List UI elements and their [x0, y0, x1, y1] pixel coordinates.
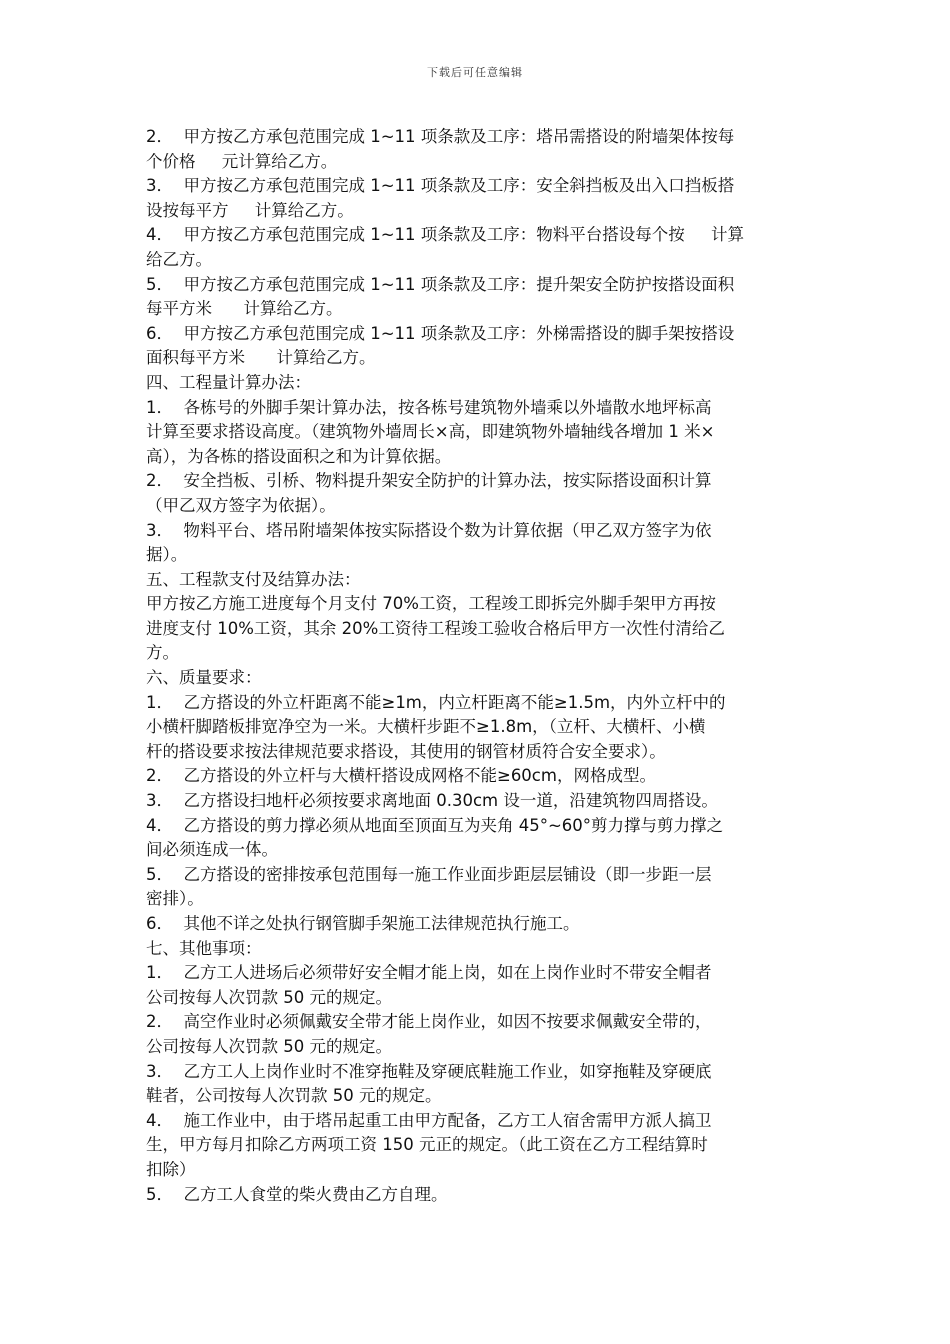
text-line: 每平方米 计算给乙方。: [146, 299, 343, 319]
text-line: 6． 甲方按乙方承包范围完成 1~11 项条款及工序：外梯需搭设的脚手架按搭设: [146, 323, 735, 343]
section-heading: 五、工程款支付及结算办法：: [146, 569, 361, 589]
text-line: 据）。: [146, 545, 188, 565]
section-heading: 六、质量要求：: [146, 668, 262, 688]
text-line: 2． 甲方按乙方承包范围完成 1~11 项条款及工序：塔吊需搭设的附墙架体按每: [146, 127, 735, 146]
document-body: [146, 125, 810, 1207]
text-line: 5． 乙方工人食堂的柴火费由乙方自理。: [146, 1184, 448, 1204]
text-line: 4． 施工作业中，由于塔吊起重工由甲方配备，乙方工人宿舍需甲方派人搞卫: [146, 1110, 712, 1130]
text-line: 设按每平方 计算给乙方。: [146, 200, 354, 220]
text-line: 2． 安全挡板、引桥、物料提升架安全防护的计算办法，按实际搭设面积计算: [146, 471, 712, 491]
text-line: 杆的搭设要求按法律规范要求搭设，其使用的钢管材质符合安全要求）。: [146, 741, 666, 761]
header-note: 下载后可任意编辑: [427, 66, 523, 79]
text-line: 高），为各栋的搭设面积之和为计算依据。: [146, 446, 452, 466]
text-line: 3． 物料平台、塔吊附墙架体按实际搭设个数为计算依据（甲乙双方签字为依: [146, 520, 712, 540]
text-line: 给乙方。: [146, 249, 212, 269]
text-line: 个价格 元计算给乙方。: [146, 151, 338, 171]
text-line: 5． 甲方按乙方承包范围完成 1~11 项条款及工序：提升架安全防护按搭设面积: [146, 274, 735, 294]
text-line: 甲方按乙方施工进度每个月支付 70%工资，工程竣工即拆完外脚手架甲方再按: [146, 594, 716, 614]
text-line: 密排）。: [146, 889, 204, 909]
text-line: 面积每平方米 计算给乙方。: [146, 348, 376, 368]
text-line: 小横杆脚踏板排宽净空为一米。大横杆步距不≥1.8m，（立杆、大横杆、小横: [146, 717, 706, 737]
section-heading: 四、工程量计算办法：: [146, 372, 311, 392]
text-line: 1． 乙方搭设的外立杆距离不能≥1m，内立杆距离不能≥1.5m，内外立杆中的: [146, 692, 726, 712]
text-line: 鞋者，公司按每人次罚款 50 元的规定。: [146, 1086, 442, 1106]
text-line: 4． 甲方按乙方承包范围完成 1~11 项条款及工序：物料平台搭设每个按 计算: [146, 225, 745, 245]
text-line: 生，甲方每月扣除乙方两项工资 150 元正的规定。（此工资在乙方工程结算时: [146, 1135, 708, 1155]
text-line: （甲乙双方签字为依据）。: [146, 495, 336, 515]
text-line: 2． 高空作业时必须佩戴安全带才能上岗作业，如因不按要求佩戴安全带的，: [146, 1012, 712, 1032]
text-line: 3． 甲方按乙方承包范围完成 1~11 项条款及工序：安全斜挡板及出入口挡板搭: [146, 176, 735, 196]
text-line: 3． 乙方工人上岗作业时不准穿拖鞋及穿硬底鞋施工作业，如穿拖鞋及穿硬底: [146, 1061, 712, 1081]
text-line: 间必须连成一体。: [146, 840, 278, 860]
text-line: 公司按每人次罚款 50 元的规定。: [146, 987, 392, 1007]
text-line: 1． 乙方工人进场后必须带好安全帽才能上岗，如在上岗作业时不带安全帽者: [146, 963, 712, 983]
text-line: 5． 乙方搭设的密排按承包范围每一施工作业面步距层层铺设（即一步距一层: [146, 864, 712, 884]
text-line: 3． 乙方搭设扫地杆必须按要求离地面 0.30cm 设一道，沿建筑物四周搭设。: [146, 791, 718, 811]
text-line: 6． 其他不详之处执行钢管脚手架施工法律规范执行施工。: [146, 914, 580, 933]
text-line: 进度支付 10%工资，其余 20%工资待工程竣工验收合格后甲方一次性付清给乙: [146, 618, 725, 638]
text-line: 2． 乙方搭设的外立杆与大横杆搭设成网格不能≥60cm，网格成型。: [146, 766, 656, 786]
text-line: 公司按每人次罚款 50 元的规定。: [146, 1036, 392, 1056]
text-line: 方。: [146, 643, 179, 663]
section-heading: 七、其他事项：: [146, 938, 262, 958]
text-line: 1． 各栋号的外脚手架计算办法，按各栋号建筑物外墙乘以外墙散水地坪标高: [146, 397, 712, 417]
text-line: 扣除）: [146, 1159, 196, 1179]
text-line: 4． 乙方搭设的剪力撑必须从地面至顶面互为夹角 45°~60°剪力撑与剪力撑之: [146, 815, 724, 835]
text-line: 计算至要求搭设高度。（建筑物外墙周长×高，即建筑物外墙轴线各增加 1 米×: [146, 422, 715, 442]
